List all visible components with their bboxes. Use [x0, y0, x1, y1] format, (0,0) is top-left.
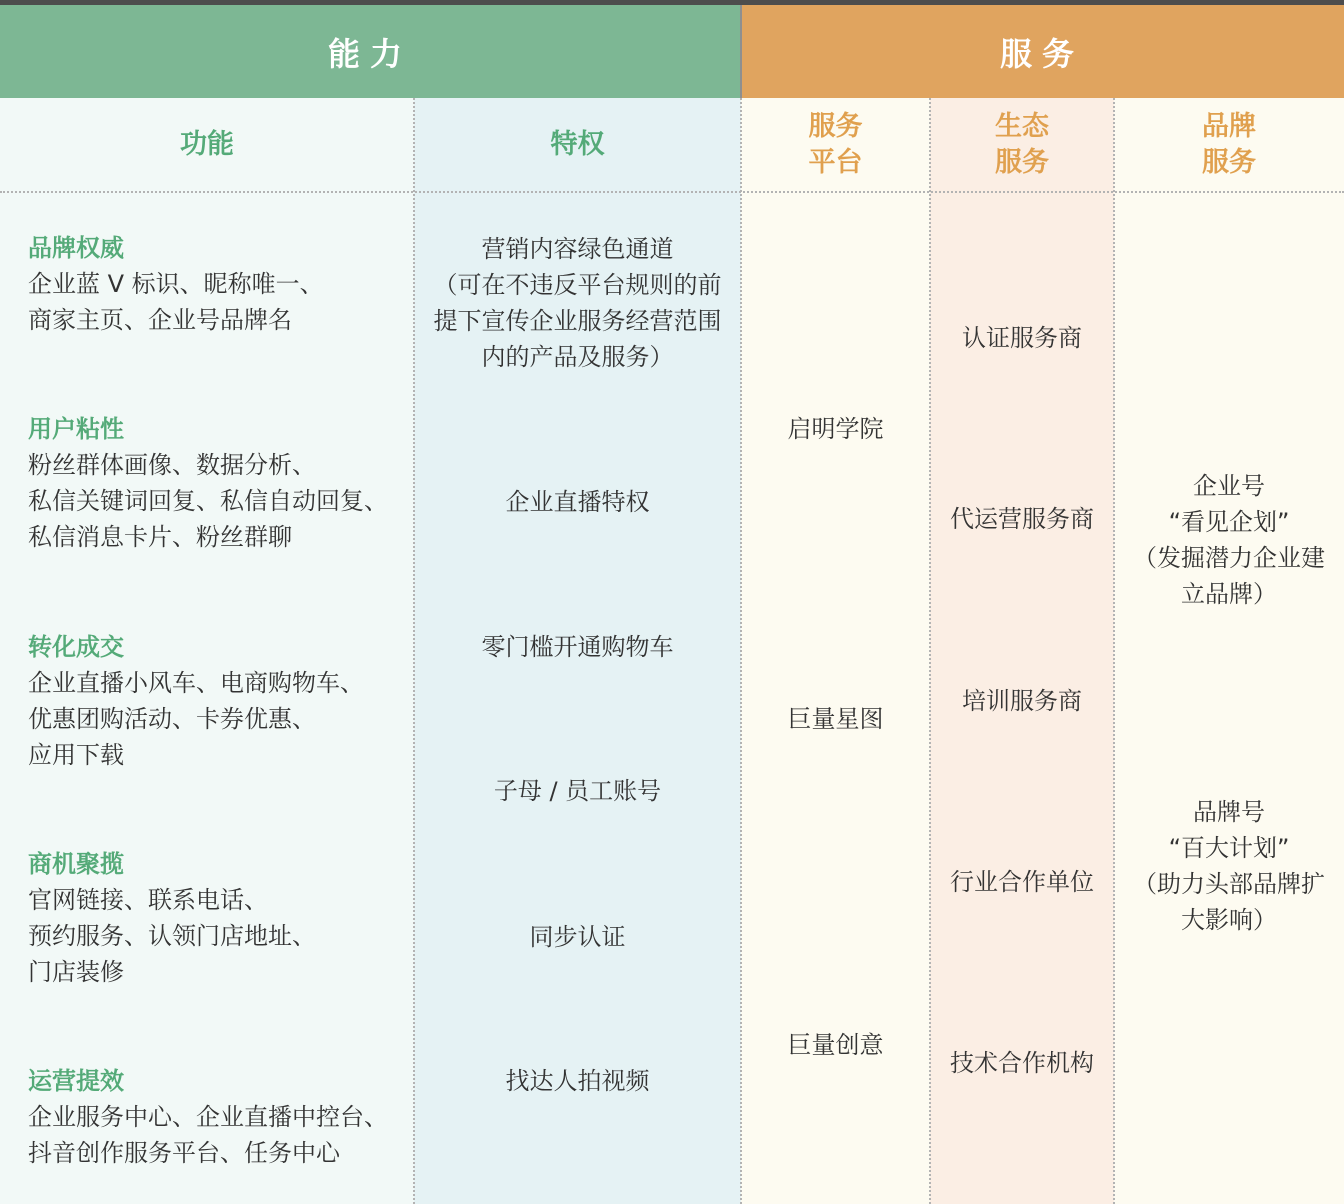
column-divider	[1113, 98, 1115, 1204]
column-header-service-platform: 服务 平台	[808, 110, 863, 178]
function-desc-line: 预约服务、认领门店地址、	[28, 922, 316, 950]
function-desc-line: 抖音创作服务平台、任务中心	[28, 1139, 340, 1167]
function-desc-line: 企业蓝 V 标识、昵称唯一、	[28, 270, 324, 298]
privilege-cell: 企业直播特权	[505, 488, 650, 516]
brand-service-cell: 品牌号 “百大计划” （助力头部品牌扩 大影响）	[1133, 798, 1325, 934]
column-header-brand-service: 品牌 服务	[1202, 110, 1256, 178]
privilege-cell: 营销内容绿色通道 （可在不违反平台规则的前 提下宣传企业服务经营范围 内的产品及服务）	[433, 235, 722, 371]
function-desc-line: 私信消息卡片、粉丝群聊	[28, 523, 292, 551]
function-item-user-stickiness	[28, 411, 418, 555]
function-desc-line: 商家主页、企业号品牌名	[28, 306, 292, 334]
column-header-privilege: 特权	[550, 128, 605, 160]
service-platform-cell: 巨量星图	[787, 705, 884, 733]
service-platform-cell: 巨量创意	[787, 1031, 884, 1059]
function-item-brand-authority	[28, 230, 418, 338]
ecosystem-service-cell: 行业合作单位	[950, 868, 1094, 896]
capability-band: 能力	[0, 5, 740, 98]
header-divider	[0, 191, 1344, 193]
privilege-cell: 子母 / 员工账号	[493, 777, 662, 805]
ecosystem-service-cell: 技术合作机构	[950, 1049, 1094, 1077]
function-desc-line: 应用下载	[28, 741, 124, 769]
ecosystem-service-cell: 认证服务商	[962, 324, 1082, 352]
ecosystem-service-column-bg	[930, 98, 1114, 1204]
function-title: 运营提效	[28, 1067, 124, 1095]
function-item-business-leads	[28, 846, 418, 990]
function-title: 商机聚揽	[28, 850, 124, 878]
privilege-cell: 同步认证	[529, 923, 626, 951]
function-title: 转化成交	[28, 633, 124, 661]
function-desc-line: 企业直播小风车、电商购物车、	[28, 669, 364, 697]
function-desc-line: 私信关键词回复、私信自动回复、	[28, 487, 388, 515]
function-desc-line: 门店装修	[28, 958, 124, 986]
column-header-function: 功能	[180, 128, 234, 160]
service-band: 服务	[740, 5, 1344, 98]
function-desc-line: 粉丝群体画像、数据分析、	[28, 451, 316, 479]
function-item-conversion	[28, 629, 418, 773]
service-platform-cell: 启明学院	[787, 415, 884, 443]
function-item-operation-efficiency	[28, 1063, 418, 1171]
function-title: 品牌权威	[28, 234, 124, 262]
band-divider	[740, 5, 742, 98]
brand-service-cell: 企业号 “看见企划” （发掘潜力企业建 立品牌）	[1133, 472, 1325, 608]
privilege-cell: 零门槛开通购物车	[481, 633, 674, 661]
function-desc-line: 优惠团购活动、卡券优惠、	[28, 705, 316, 733]
function-desc-line: 企业服务中心、企业直播中控台、	[28, 1103, 388, 1131]
ecosystem-service-cell: 代运营服务商	[950, 505, 1094, 533]
ecosystem-service-cell: 培训服务商	[962, 687, 1082, 715]
brand-service-column-bg	[1114, 98, 1344, 1204]
function-desc-line: 官网链接、联系电话、	[28, 886, 268, 914]
function-title: 用户粘性	[28, 415, 124, 443]
column-header-ecosystem-service: 生态 服务	[995, 110, 1049, 178]
privilege-cell: 找达人拍视频	[505, 1067, 650, 1095]
